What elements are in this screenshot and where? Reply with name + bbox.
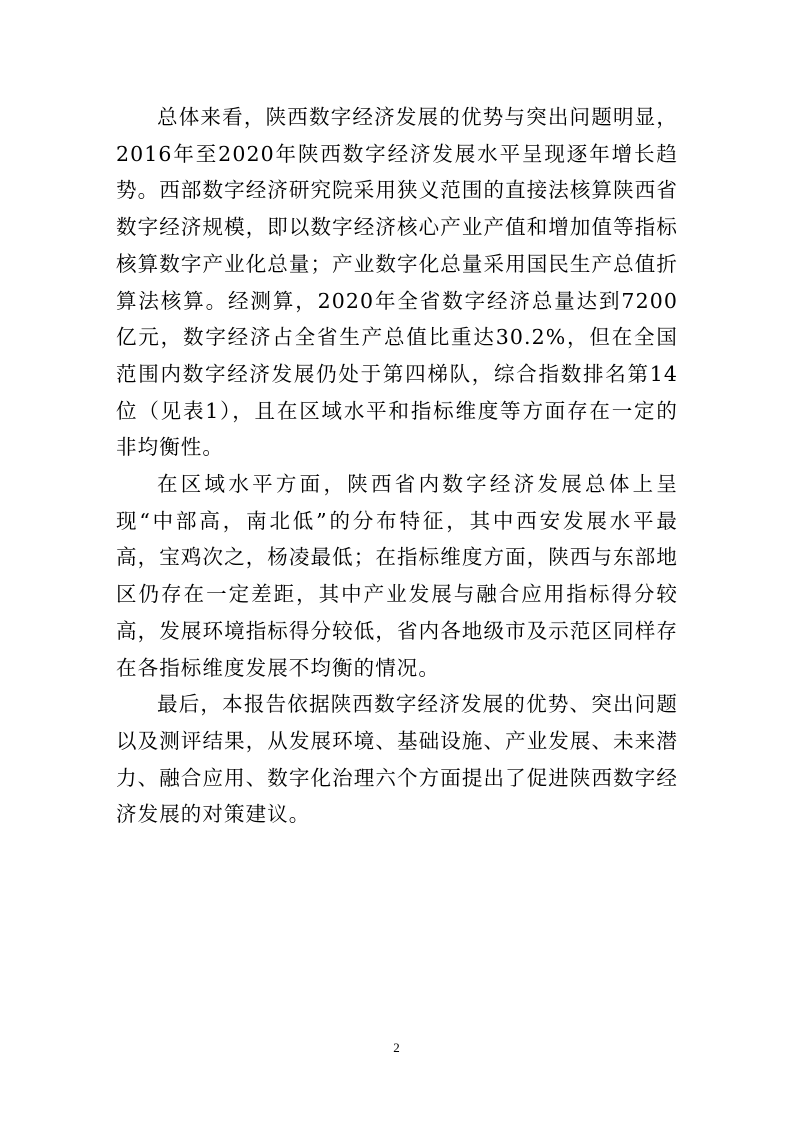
paragraph-summary: 总体来看，陕西数字经济发展的优势与突出问题明显，2016年至2020年陕西数字经济发展水平呈现逐年增长趋势。西部数字经济研究院采用狭义范围的直接法核算陕西省数字经济规模，即以数字经济核心产业产值和增加值等指标核算数字产业化总量；产业数字化总量采用国民生产总值折算法核算。经测算，2020年全省数字经济总量达到7200亿元，数字经济占全省生产总值比重达30.2%，但在全国范围内数字经济发展仍处于第四梯队，综合指数排名第14位（见表1），且在区域水平和指标维度等方面存在一定的非均衡性。	[116, 105, 678, 460]
paragraph-recommendations: 最后，本报告依据陕西数字经济发展的优势、突出问题以及测评结果，从发展环境、基础设施、产业发展、未来潜力、融合应用、数字化治理六个方面提出了促进陕西数字经济发展的对策建议。	[116, 692, 678, 827]
body-text	[116, 99, 678, 833]
page-number: 2	[393, 1040, 400, 1055]
paragraph-regional-level: 在区域水平方面，陕西省内数字经济发展总体上呈现“中部高，南北低”的分布特征，其中西安发展水平最高，宝鸡次之，杨凌最低；在指标维度方面，陕西与东部地区仍存在一定差距，其中产业发展与融合应用指标得分较高，发展环境指标得分较低，省内各地级市及示范区同样存在各指标维度发展不均衡的情况。	[116, 472, 678, 680]
